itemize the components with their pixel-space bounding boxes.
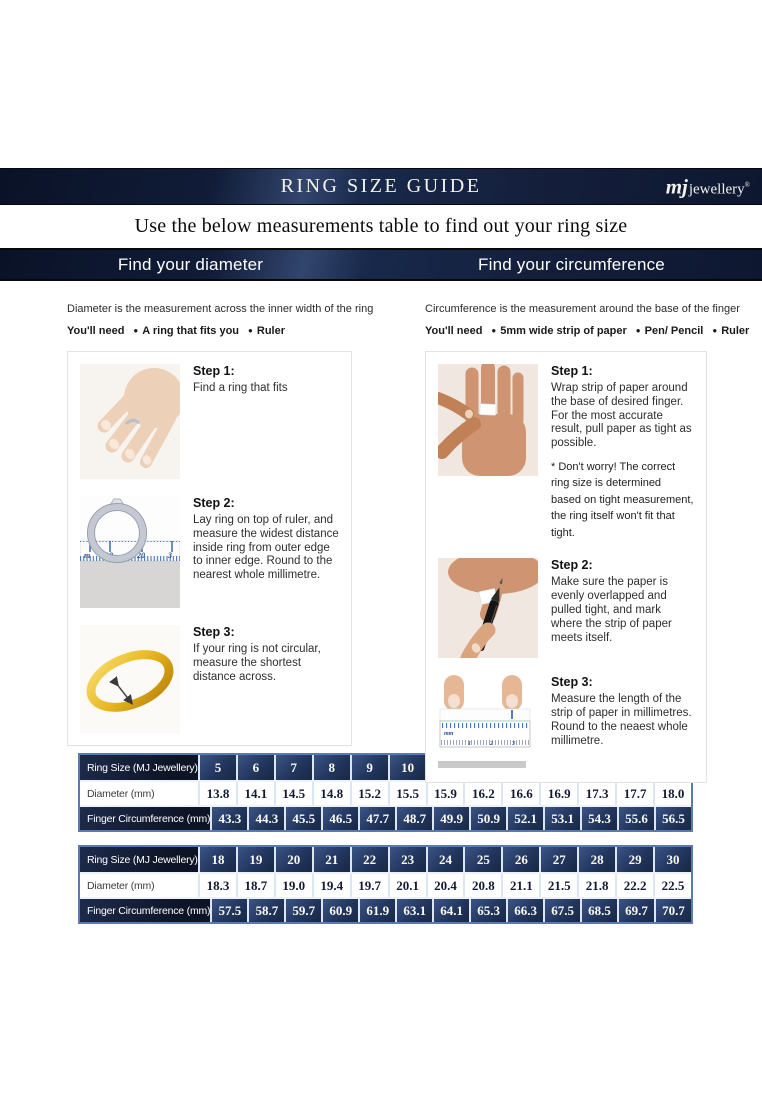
circumference-cell: 65.3 — [469, 899, 506, 922]
step-body — [551, 558, 694, 658]
registered-mark-icon: ® — [744, 180, 750, 189]
circumference-cell: 68.5 — [580, 899, 617, 922]
step-text: Lay ring on top of ruler, and measure the widest distance inside ring from outer edge to inner edge. Round to the nearest whole millimetre. — [193, 514, 339, 582]
step-row — [438, 675, 694, 770]
circumference-cells — [210, 807, 691, 830]
svg-text:mm: mm — [444, 731, 454, 738]
size-cell: 22 — [350, 847, 388, 872]
step-row — [80, 625, 339, 733]
row-label: Finger Circumference (mm) — [80, 899, 210, 922]
svg-text:m: m — [84, 551, 91, 560]
step-photo-wrap-paper — [438, 364, 538, 541]
circumference-cell: 59.7 — [284, 899, 321, 922]
need-item-label: Ruler — [721, 325, 750, 337]
size-cell: 6 — [236, 755, 274, 780]
row-label: Ring Size (MJ Jewellery) — [80, 847, 198, 872]
need-item-label: 5mm wide strip of paper — [500, 325, 627, 337]
section-heading-diameter: Find your diameter — [117, 254, 264, 274]
step-body — [551, 675, 694, 770]
svg-text:20: 20 — [137, 551, 145, 560]
table-row-circumferences — [80, 805, 691, 830]
diameter-description: Diameter is the measurement across the inner width of the ring — [67, 303, 374, 315]
step-text: Wrap strip of paper around the base of desired finger. For the most accurate result, pull paper as tight as possible. — [551, 382, 692, 450]
diameter-cell: 21.1 — [501, 874, 539, 897]
circumference-cell: 63.1 — [395, 899, 432, 922]
diameter-cells — [198, 782, 691, 805]
diameter-cell: 18.3 — [198, 874, 236, 897]
diameter-steps-panel — [67, 351, 352, 746]
step-text: Make sure the paper is evenly overlapped and pulled tight, and mark where the strip of paper meets itself. — [551, 576, 672, 644]
need-items-list — [491, 325, 749, 337]
diameter-cell: 22.5 — [653, 874, 691, 897]
bullet-icon: ● — [635, 326, 641, 335]
wrap-paper-hands-icon — [438, 364, 538, 476]
circumference-cell: 64.1 — [432, 899, 469, 922]
diameter-cell: 19.0 — [274, 874, 312, 897]
brand-mark: mj — [665, 174, 688, 198]
diameter-youll-need-row — [67, 325, 352, 337]
subtitle-text: Use the below measurements table to find out your ring size — [134, 215, 628, 237]
circumference-cell: 60.9 — [321, 899, 358, 922]
circumference-cells — [210, 899, 691, 922]
circumference-header-half — [381, 250, 762, 279]
circumference-cell: 56.5 — [654, 807, 691, 830]
circumference-steps-panel — [425, 351, 707, 783]
circumference-cell: 46.5 — [321, 807, 358, 830]
diameter-cell: 20.1 — [388, 874, 426, 897]
bullet-icon: ● — [133, 326, 139, 335]
youll-need-label: You'll need — [67, 325, 125, 337]
diameter-cell: 18.7 — [236, 874, 274, 897]
size-cell: 26 — [501, 847, 539, 872]
step-photo-measure-strip — [438, 675, 538, 770]
circumference-cell: 45.5 — [284, 807, 321, 830]
circumference-cell: 43.3 — [210, 807, 247, 830]
row-label: Finger Circumference (mm) — [80, 807, 210, 830]
ring-size-table-2 — [78, 845, 693, 924]
bullet-icon: ● — [712, 326, 718, 335]
step-body — [193, 364, 339, 479]
brand-logo — [666, 174, 750, 199]
diameter-cell: 21.8 — [577, 874, 615, 897]
diameter-cell: 20.4 — [426, 874, 464, 897]
step-title: Step 2: — [193, 496, 235, 510]
diameter-cell: 15.2 — [350, 782, 388, 805]
need-items-list — [133, 325, 285, 337]
step-photo-ring-on-ruler — [80, 496, 180, 608]
hand-with-ring-icon — [80, 364, 180, 479]
size-cell: 7 — [274, 755, 312, 780]
section-header-bar — [0, 248, 762, 281]
need-item-label: Ruler — [256, 325, 285, 337]
circumference-cell: 50.9 — [469, 807, 506, 830]
size-cell: 25 — [463, 847, 501, 872]
mark-paper-pen-icon — [438, 558, 538, 658]
size-cells — [198, 847, 691, 872]
circumference-cell: 54.3 — [580, 807, 617, 830]
step-title: Step 3: — [551, 675, 593, 690]
svg-text:2: 2 — [490, 741, 493, 748]
row-label: Diameter (mm) — [80, 874, 198, 897]
svg-text:3: 3 — [168, 551, 172, 560]
circumference-cell: 57.5 — [210, 899, 247, 922]
page-title: RING SIZE GUIDE — [280, 175, 482, 197]
size-cell: 23 — [388, 847, 426, 872]
need-item — [491, 325, 626, 337]
step-row — [80, 496, 339, 608]
diameter-cell: 14.1 — [236, 782, 274, 805]
step-text: Measure the length of the strip of paper in millimetres. Round to the neaest whole millimetre. — [551, 693, 692, 747]
svg-text:3: 3 — [512, 741, 515, 748]
step-body — [193, 625, 339, 733]
diameter-cell: 22.2 — [615, 874, 653, 897]
circumference-cell: 48.7 — [395, 807, 432, 830]
circumference-cell: 66.3 — [506, 899, 543, 922]
diameter-column — [67, 303, 374, 746]
diameter-cell: 20.8 — [463, 874, 501, 897]
gold-ring-icon — [80, 625, 180, 733]
size-cell: 24 — [426, 847, 464, 872]
step-body — [551, 364, 694, 541]
size-cell: 20 — [274, 847, 312, 872]
diameter-header-half — [0, 250, 381, 279]
diameter-cells — [198, 874, 691, 897]
diameter-cell: 16.2 — [463, 782, 501, 805]
table-row-diameters — [80, 780, 691, 805]
size-cell: 18 — [198, 847, 236, 872]
step-body — [193, 496, 339, 608]
table-row-sizes — [80, 847, 691, 872]
size-cell: 30 — [653, 847, 691, 872]
step-photo-gold-ring — [80, 625, 180, 733]
size-cell: 21 — [312, 847, 350, 872]
diameter-cell: 16.6 — [501, 782, 539, 805]
circumference-cell: 53.1 — [543, 807, 580, 830]
circumference-column — [425, 303, 750, 783]
diameter-cell: 19.4 — [312, 874, 350, 897]
svg-text:1: 1 — [468, 741, 471, 748]
circumference-cell: 58.7 — [247, 899, 284, 922]
step-title: Step 3: — [193, 625, 235, 639]
circumference-description: Circumference is the measurement around the base of the finger — [425, 303, 740, 315]
size-cell: 27 — [539, 847, 577, 872]
top-whitespace — [0, 0, 762, 168]
diameter-cell: 14.5 — [274, 782, 312, 805]
circumference-cell: 49.9 — [432, 807, 469, 830]
step-title: Step 2: — [551, 558, 593, 573]
size-cell: 10 — [388, 755, 426, 780]
youll-need-label: You'll need — [425, 325, 483, 337]
circumference-cell: 69.7 — [617, 899, 654, 922]
circumference-cell: 67.5 — [543, 899, 580, 922]
need-item — [248, 325, 285, 337]
need-item-label: A ring that fits you — [142, 325, 240, 337]
diameter-cell: 13.8 — [198, 782, 236, 805]
need-item — [636, 325, 704, 337]
step-text: If your ring is not circular, measure the shortest distance across. — [193, 643, 321, 683]
measure-strip-ruler-icon — [438, 675, 538, 770]
diameter-cell: 19.7 — [350, 874, 388, 897]
row-label: Ring Size (MJ Jewellery) — [80, 755, 198, 780]
step-row — [438, 558, 694, 658]
step-row — [438, 364, 694, 541]
circumference-cell: 61.9 — [358, 899, 395, 922]
subtitle-band — [0, 205, 762, 248]
size-cell: 19 — [236, 847, 274, 872]
brand-word: jewellery — [688, 181, 745, 197]
step-title: Step 1: — [193, 364, 235, 378]
svg-text:10: 10 — [105, 551, 113, 560]
step-title: Step 1: — [551, 364, 593, 378]
size-cell: 5 — [198, 755, 236, 780]
step-note: * Don't worry! The correct ring size is determined based on tight measurement, the ring itself won't fit that tight. — [551, 460, 694, 539]
ring-on-ruler-icon — [80, 496, 180, 608]
size-cell: 29 — [615, 847, 653, 872]
section-heading-circumference: Find your circumference — [478, 254, 665, 274]
step-text: Find a ring that fits — [193, 382, 288, 394]
size-cell: 8 — [312, 755, 350, 780]
circumference-cell: 70.7 — [654, 899, 691, 922]
need-item — [712, 325, 749, 337]
circumference-cell: 55.6 — [617, 807, 654, 830]
size-cell: 9 — [350, 755, 388, 780]
need-item — [133, 325, 239, 337]
diameter-cell: 18.0 — [653, 782, 691, 805]
size-cell: 28 — [577, 847, 615, 872]
step-photo-hand-with-ring — [80, 364, 180, 479]
step-row — [80, 364, 339, 479]
circumference-cell: 47.7 — [358, 807, 395, 830]
diameter-cell: 14.8 — [312, 782, 350, 805]
circumference-youll-need-row — [425, 325, 750, 337]
diameter-cell: 15.5 — [388, 782, 426, 805]
table-row-circumferences — [80, 897, 691, 922]
columns-region — [0, 281, 762, 748]
diameter-cell: 21.5 — [539, 874, 577, 897]
table-row-diameters — [80, 872, 691, 897]
diameter-cell: 16.9 — [539, 782, 577, 805]
diameter-cell: 17.7 — [615, 782, 653, 805]
step-photo-mark-pen — [438, 558, 538, 658]
bullet-icon: ● — [491, 326, 497, 335]
bullet-icon: ● — [248, 326, 253, 335]
row-label: Diameter (mm) — [80, 782, 198, 805]
need-item-label: Pen/ Pencil — [644, 325, 704, 337]
diameter-cell: 17.3 — [577, 782, 615, 805]
title-bar — [0, 168, 762, 205]
circumference-cell: 44.3 — [247, 807, 284, 830]
diameter-cell: 15.9 — [426, 782, 464, 805]
circumference-cell: 52.1 — [506, 807, 543, 830]
